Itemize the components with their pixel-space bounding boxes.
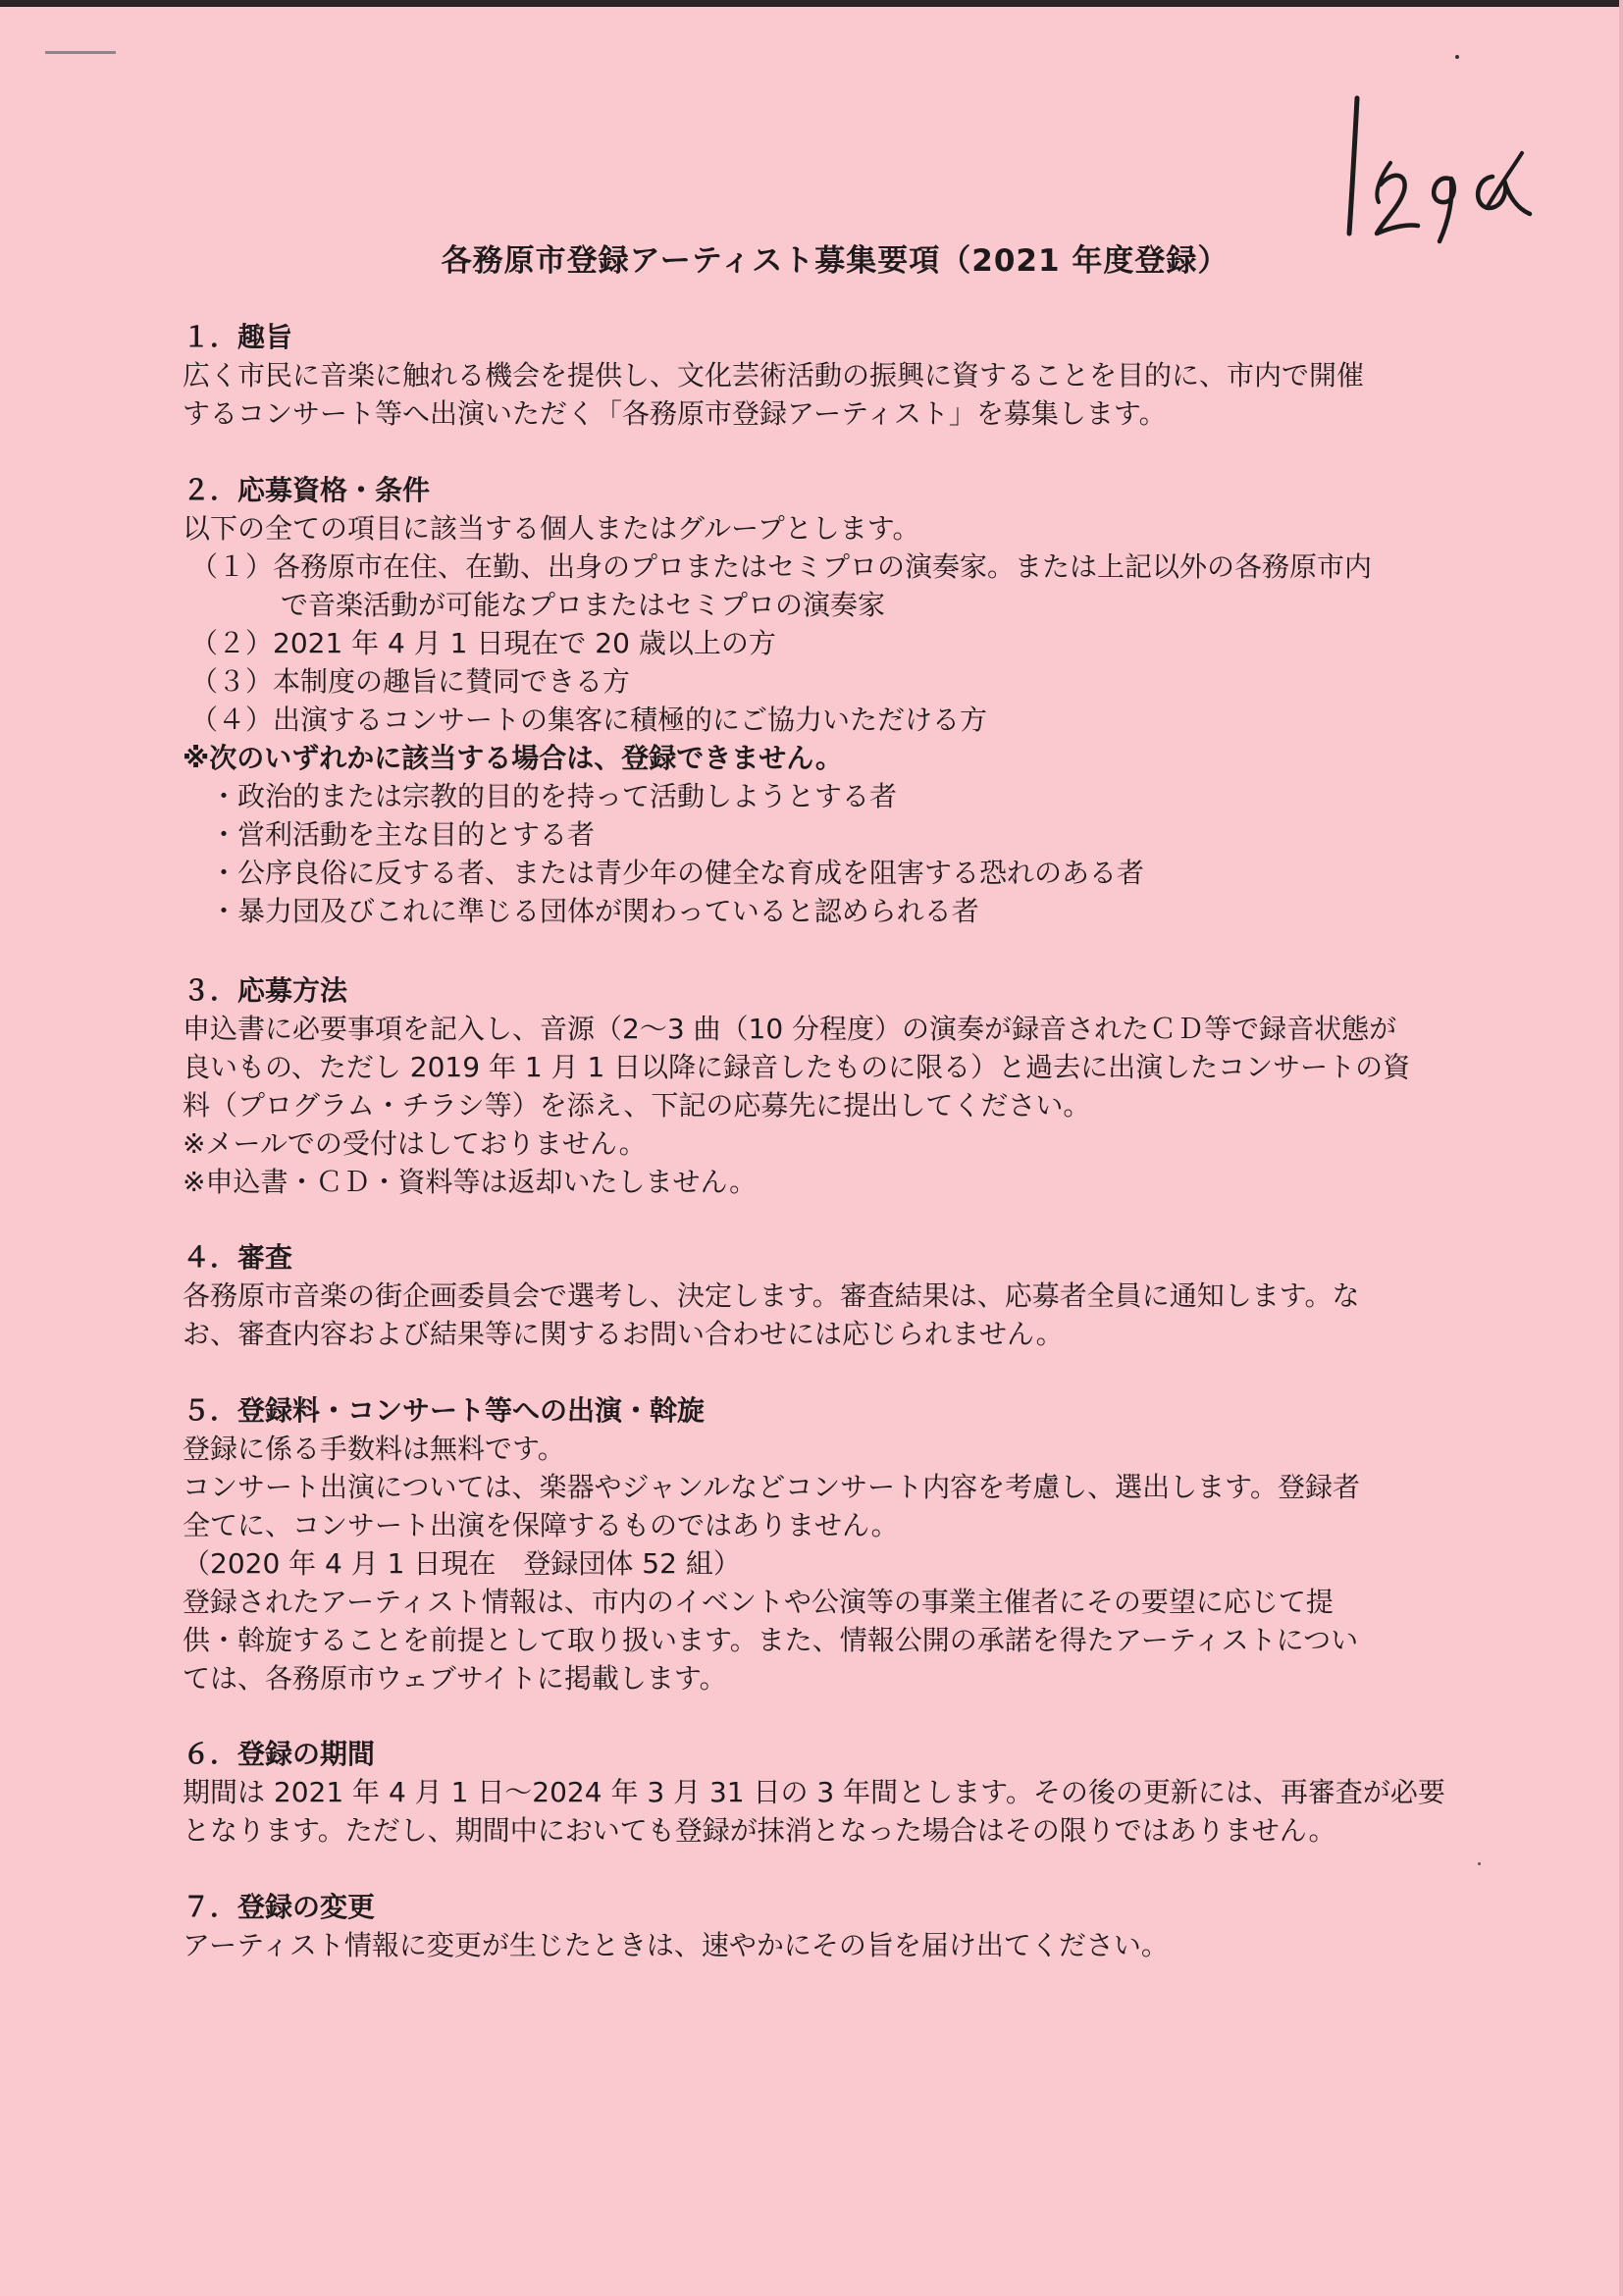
body-line: 登録されたアーティスト情報は、市内のイベントや公演等の事業主催者にその要望に応じて提 bbox=[183, 1586, 1334, 1618]
list-item: （１）各務原市在住、在勤、出身のプロまたはセミプロの演奏家。または上記以外の各務原市内 bbox=[190, 550, 1373, 583]
body-line: 以下の全ての項目に該当する個人またはグループとします。 bbox=[183, 512, 920, 545]
scan-speck bbox=[1455, 55, 1459, 59]
body-line: となります。ただし、期間中においても登録が抹消となった場合はその限りではありません。 bbox=[183, 1814, 1336, 1847]
body-line: 登録に係る手数料は無料です。 bbox=[183, 1433, 565, 1465]
section-heading: ３．応募方法 bbox=[183, 974, 348, 1007]
section-heading: ４．審査 bbox=[183, 1241, 293, 1274]
section-eligibility bbox=[183, 471, 1488, 930]
scan-speck bbox=[1478, 1862, 1481, 1865]
scan-right-edge bbox=[1619, 0, 1623, 2296]
body-line: （2020 年 4 月 1 日現在 登録団体 52 組） bbox=[183, 1547, 741, 1580]
section-fees-performance bbox=[183, 1391, 1488, 1697]
body-line: 広く市民に音楽に触れる機会を提供し、文化芸術活動の振興に資することを目的に、市内で開催 bbox=[183, 359, 1365, 391]
body-line: 全てに、コンサート出演を保障するものではありません。 bbox=[183, 1509, 899, 1541]
body-line: ※メールでの受付はしておりません。 bbox=[183, 1127, 647, 1160]
body-line: 料（プログラム・チラシ等）を添え、下記の応募先に提出してください。 bbox=[183, 1089, 1091, 1122]
section-heading: ２．応募資格・条件 bbox=[183, 474, 431, 506]
body-line: 期間は 2021 年 4 月 1 日～2024 年 3 月 31 日の 3 年間とします。その後の更新には、再審査が必要 bbox=[183, 1776, 1445, 1808]
section-heading: ５．登録料・コンサート等への出演・斡旋 bbox=[183, 1394, 706, 1427]
section-purpose bbox=[183, 318, 1488, 433]
document-title: 各務原市登録アーティスト募集要項（2021 年度登録） bbox=[441, 243, 1230, 279]
body-line: するコンサート等へ出演いただく「各務原市登録アーティスト」を募集します。 bbox=[183, 397, 1167, 430]
body-line: お、審査内容および結果等に関するお問い合わせには応じられません。 bbox=[183, 1318, 1064, 1350]
exclusion-item: ・暴力団及びこれに準じる団体が関わっていると認められる者 bbox=[210, 895, 979, 927]
body-line: ※申込書・ＣＤ・資料等は返却いたしません。 bbox=[183, 1166, 758, 1198]
body-line: 申込書に必要事項を記入し、音源（2～3 曲（10 分程度）の演奏が録音されたＣＤ等で録音状態が bbox=[183, 1013, 1397, 1045]
body-line: ては、各務原市ウェブサイトに掲載します。 bbox=[183, 1662, 727, 1695]
body-line: コンサート出演については、楽器やジャンルなどコンサート内容を考慮し、選出します。登録者 bbox=[183, 1471, 1360, 1503]
scan-top-edge bbox=[0, 0, 1623, 7]
body-line: 各務原市音楽の街企画委員会で選考し、決定します。審査結果は、応募者全員に通知します。な bbox=[183, 1279, 1360, 1312]
list-item: （２）2021 年 4 月 1 日現在で 20 歳以上の方 bbox=[190, 627, 776, 659]
section-registration-period bbox=[183, 1735, 1488, 1850]
section-heading: ７．登録の変更 bbox=[183, 1891, 376, 1923]
section-screening bbox=[183, 1238, 1488, 1353]
section-heading: ６．登録の期間 bbox=[183, 1738, 376, 1770]
exclusion-item: ・公序良俗に反する者、または青少年の健全な育成を阻害する恐れのある者 bbox=[210, 857, 1145, 889]
body-line: 良いもの、ただし 2019 年 1 月 1 日以降に録音したものに限る）と過去に出演したコンサートの資 bbox=[183, 1051, 1411, 1083]
body-line: 供・斡旋することを前提として取り扱います。また、情報公開の承諾を得たアーティストについ bbox=[183, 1624, 1359, 1656]
section-application-method bbox=[183, 971, 1488, 1201]
list-item: （３）本制度の趣旨に賛同できる方 bbox=[190, 665, 631, 698]
exclusion-item: ・政治的または宗教的目的を持って活動しようとする者 bbox=[210, 780, 898, 812]
list-item: （４）出演するコンサートの集客に積極的にご協力いただける方 bbox=[190, 704, 988, 736]
exclusion-item: ・営利活動を主な目的とする者 bbox=[210, 818, 596, 851]
section-registration-change bbox=[183, 1888, 1488, 1964]
scan-mark bbox=[45, 51, 116, 54]
section-heading: １．趣旨 bbox=[183, 321, 293, 353]
exclusion-note: ※次のいずれかに該当する場合は、登録できません。 bbox=[183, 742, 843, 774]
body-line: アーティスト情報に変更が生じたときは、速やかにその旨を届け出てください。 bbox=[183, 1929, 1169, 1961]
list-item-continuation: で音楽活動が可能なプロまたはセミプロの演奏家 bbox=[281, 589, 886, 621]
